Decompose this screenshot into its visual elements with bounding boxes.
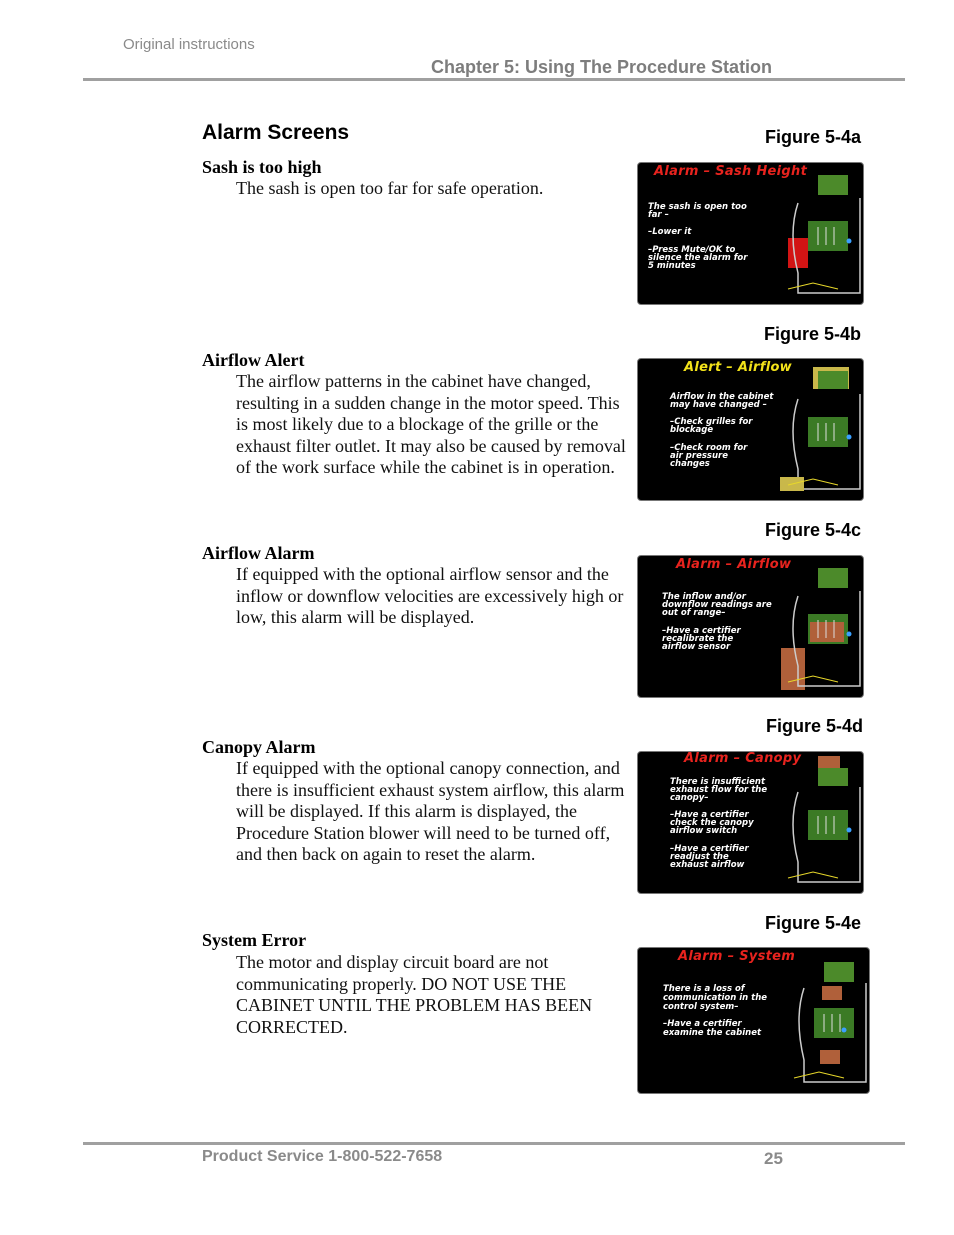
screen-line: –Have a certifier	[670, 810, 749, 820]
screen-line: downflow readings are	[662, 600, 772, 610]
screen-line: silence the alarm for	[648, 253, 748, 263]
screen-title: Alarm – Sash Height	[654, 164, 808, 179]
figure-label: Figure 5-4c	[764, 520, 861, 540]
alert-screen-airflow	[637, 358, 864, 501]
original-instructions-label: Original instructions	[123, 36, 255, 53]
screen-line: –Have a certifier	[670, 844, 749, 854]
screen-line: exhaust airflow	[670, 860, 745, 870]
screen-title: Alarm – Airflow	[676, 557, 792, 572]
chapter-title: Chapter 5: Using The Procedure Station	[431, 57, 773, 77]
screen-line: –Check grilles for	[670, 417, 753, 427]
entry-body: If equipped with the optional airflow sensor and the inflow or downflow velocities are excessively high or low, this alarm will be displayed.	[236, 564, 624, 627]
figure-label: Figure 5-4d	[765, 716, 863, 736]
alarm-screen-airflow	[637, 555, 864, 698]
entry-heading: Canopy Alarm	[202, 737, 316, 757]
entry-heading: System Error	[202, 930, 307, 950]
entry-heading: Sash is too high	[202, 157, 322, 177]
header-rule	[83, 78, 905, 81]
screen-title: Alert – Airflow	[684, 360, 792, 375]
screen-line: changes	[670, 459, 710, 469]
screen-line: Airflow in the cabinet	[670, 392, 774, 402]
entry-body: The sash is open too far for safe operation.	[236, 178, 544, 198]
screen-line: may have changed –	[670, 400, 767, 410]
page-number: 25	[764, 1149, 783, 1168]
screen-line: –Check room for	[670, 443, 748, 453]
entry-body: If equipped with the optional canopy connection, and there is insufficient exhaust system airflow, this alarm will be displayed. If this alarm is displayed, the Procedure Station blower will need to be turned off, and then back on again to reset the alarm.	[236, 758, 625, 864]
screen-line: There is a loss of	[663, 984, 745, 994]
screen-line: recalibrate the	[662, 634, 734, 644]
entry-body: The motor and display circuit board are not communicating properly. DO NOT USE THE CABINET UNTIL THE PROBLEM HAS BEEN CORRECTED.	[236, 952, 593, 1037]
screen-line: –Lower it	[648, 227, 692, 237]
footer-rule	[83, 1142, 905, 1145]
screen-title: Alarm – Canopy	[684, 751, 802, 766]
entry-heading: Airflow Alert	[202, 350, 305, 370]
entry-heading: Airflow Alarm	[202, 543, 315, 563]
screen-line: –Have a certifier	[662, 626, 741, 636]
screen-line: readjust the	[670, 852, 729, 862]
alarm-screen-sash	[637, 162, 864, 305]
screen-line: check the canopy	[670, 818, 754, 828]
screen-line: The inflow and/or	[662, 592, 746, 602]
screen-line: out of range–	[662, 608, 726, 618]
alarm-screen-system	[637, 947, 870, 1094]
product-service-phone: Product Service 1-800-522-7658	[202, 1148, 443, 1165]
screen-line: airflow sensor	[662, 642, 731, 652]
screen-line: far –	[648, 210, 669, 220]
screen-line: –Have a certifier	[663, 1019, 742, 1029]
screen-line: 5 minutes	[648, 261, 696, 271]
screen-title: Alarm – System	[678, 949, 796, 964]
screen-line: exhaust flow for the	[670, 785, 768, 795]
figure-label: Figure 5-4b	[763, 324, 861, 344]
screen-line: blockage	[670, 425, 714, 435]
screen-line: control system–	[663, 1002, 739, 1012]
figure-label: Figure 5-4e	[764, 913, 861, 933]
screen-line: communication in the	[663, 993, 768, 1003]
section-title: Alarm Screens	[202, 121, 350, 144]
screen-line: There is insufficient	[670, 777, 766, 787]
screen-line: The sash is open too	[648, 202, 747, 212]
screen-line: –Press Mute/OK to	[648, 245, 736, 255]
screen-line: examine the cabinet	[663, 1028, 762, 1038]
alarm-screen-canopy	[637, 751, 864, 894]
figure-label: Figure 5-4a	[764, 127, 861, 147]
screen-line: canopy–	[670, 793, 709, 803]
screen-line: airflow switch	[670, 826, 738, 836]
screen-line: air pressure	[670, 451, 728, 461]
entry-body: The airflow patterns in the cabinet have changed, resulting in a sudden change in the motor speed. This is most likely due to a blockage of the grille or the exhaust filter outlet. It may also be caused by removal of the work surface while the cabinet is in operation.	[236, 371, 626, 477]
